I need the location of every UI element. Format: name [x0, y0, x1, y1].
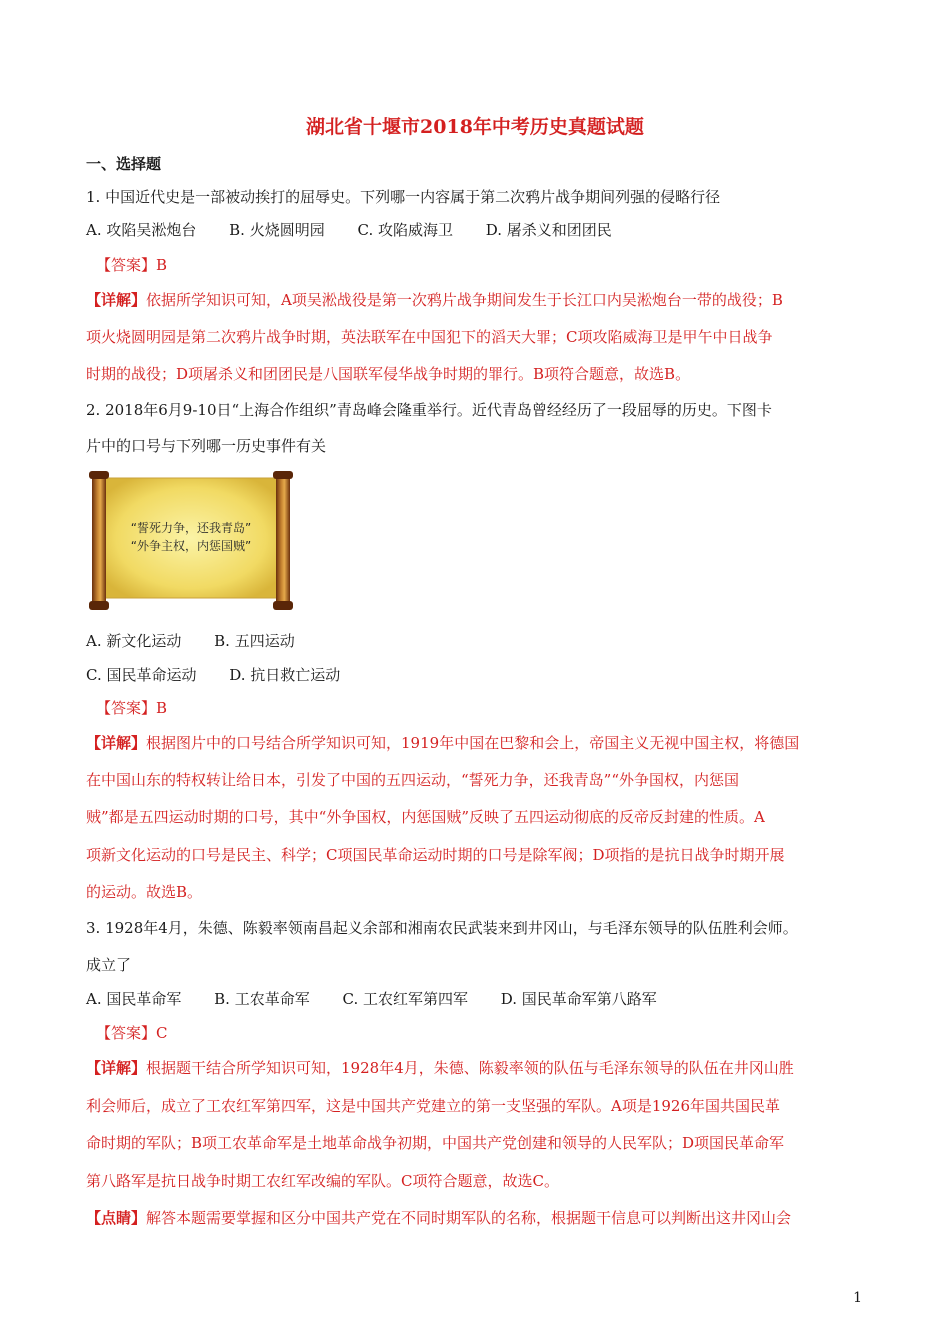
q1-options: [86, 220, 640, 240]
q2-answer: [96, 698, 167, 718]
tip-tag: 【点睛】: [86, 1209, 147, 1227]
q3-detail-line: 利会师后，成立了工农红军第四军，这是中国共产党建立的第一支坚强的军队。A项是1926年国共国民革: [86, 1097, 781, 1115]
q2-stem: 片中的口号与下列哪一历史事件有关: [86, 437, 327, 455]
q3-detail-line: 第八路军是抗日战争时期工农红军改编的军队。C项符合题意，故选C。: [86, 1172, 559, 1190]
detail-tag: 【详解】: [86, 734, 147, 752]
detail-text: 依据所学知识可知，A项吴淞战役是第一次鸦片战争期间发生于长江口内吴淞炮台一带的战役；B: [146, 291, 783, 309]
answer-value: C: [156, 1024, 168, 1042]
q3-stem: 成立了: [86, 956, 132, 974]
q3-detail-line: 命时期的军队；B项工农革命军是土地革命战争初期，中国共产党创建和领导的人民军队；D项国民革命军: [86, 1134, 785, 1152]
q2-option-c: C. 国民革命运动: [86, 666, 197, 684]
q3-options: [86, 989, 685, 1009]
q2-detail-line: 项新文化运动的口号是民主、科学；C项国民革命运动时期的口号是除军阀；D项指的是抗日战争时期开展: [86, 846, 785, 864]
q2-detail-line: 在中国山东的特权转让给日本，引发了中国的五四运动，“誓死力争，还我青岛”“外争国权，内惩国: [86, 771, 740, 789]
detail-text: 根据题干结合所学知识可知，1928年4月，朱德、陈毅率领的队伍与毛泽东领导的队伍在井冈山胜: [146, 1059, 794, 1077]
page-title: 湖北省十堰市2018年中考历史真题试题: [306, 116, 644, 138]
detail-text: 根据图片中的口号结合所学知识可知，1919年中国在巴黎和会上，帝国主义无视中国主权，将德国: [146, 734, 800, 752]
q1-option-c: C. 攻陷威海卫: [357, 221, 453, 239]
section-heading: 一、选择题: [86, 155, 162, 173]
q3-option-a: A. 国民革命军: [86, 990, 182, 1008]
q2-options-row1: [86, 631, 323, 651]
q1-option-b: B. 火烧圆明园: [229, 221, 325, 239]
page-number: 1: [853, 1290, 862, 1306]
q3-option-d: D. 国民革命军第八路军: [500, 990, 657, 1008]
answer-value: B: [156, 256, 168, 274]
q2-detail-line: 贼”都是五四运动时期的口号，其中“外争国权，内惩国贼”反映了五四运动彻底的反帝反封建的性质。A: [86, 808, 765, 826]
tip-text: 解答本题需要掌握和区分中国共产党在不同时期军队的名称，根据题干信息可以判断出这井冈山会: [146, 1209, 792, 1227]
answer-tag: 【答案】: [96, 699, 157, 717]
q2-options-row2: [86, 665, 368, 685]
scroll-slogan-2: “外争主权，内惩国贼”: [130, 539, 252, 553]
q3-option-b: B. 工农革命军: [214, 990, 310, 1008]
q1-answer: [96, 255, 167, 275]
q3-stem: 3. 1928年4月，朱德、陈毅率领南昌起义余部和湘南农民武装来到井冈山，与毛泽东领导的队伍胜利会师。: [86, 919, 798, 937]
scroll-slogan-1: “誓死力争，还我青岛”: [130, 521, 252, 535]
answer-value: B: [156, 699, 168, 717]
answer-tag: 【答案】: [96, 256, 157, 274]
right-scroll-rod: [273, 471, 293, 610]
detail-tag: 【详解】: [86, 1059, 147, 1077]
q1-option-d: D. 屠杀义和团团民: [485, 221, 612, 239]
left-scroll-rod: [89, 471, 109, 610]
q3-detail-line: [86, 1058, 794, 1078]
q3-tip-line: [86, 1208, 791, 1228]
detail-tag: 【详解】: [86, 291, 147, 309]
q1-detail-line: 项火烧圆明园是第二次鸦片战争时期，英法联军在中国犯下的滔天大罪；C项攻陷威海卫是甲午中日战争: [86, 328, 773, 346]
q2-detail-line: [86, 733, 799, 753]
q2-detail-line: 的运动。故选B。: [86, 883, 203, 901]
scroll-image: [86, 468, 296, 613]
q1-stem: 1. 中国近代史是一部被动挨打的屈辱史。下列哪一内容属于第二次鸦片战争期间列强的侵略行径: [86, 188, 721, 206]
q2-stem: 2. 2018年6月9-10日“上海合作组织”青岛峰会隆重举行。近代青岛曾经经历了一段屈辱的历史。下图卡: [86, 401, 772, 419]
q3-option-c: C. 工农红军第四军: [342, 990, 468, 1008]
q2-option-b: B. 五四运动: [214, 632, 295, 650]
answer-tag: 【答案】: [96, 1024, 157, 1042]
q2-option-d: D. 抗日救亡运动: [229, 666, 341, 684]
q3-answer: [96, 1023, 168, 1043]
q1-detail-line: 时期的战役；D项屠杀义和团团民是八国联军侵华战争时期的罪行。B项符合题意，故选B。: [86, 365, 691, 383]
q1-option-a: A. 攻陷吴淞炮台: [86, 221, 197, 239]
q1-detail-line: [86, 290, 783, 310]
q2-option-a: A. 新文化运动: [86, 632, 182, 650]
